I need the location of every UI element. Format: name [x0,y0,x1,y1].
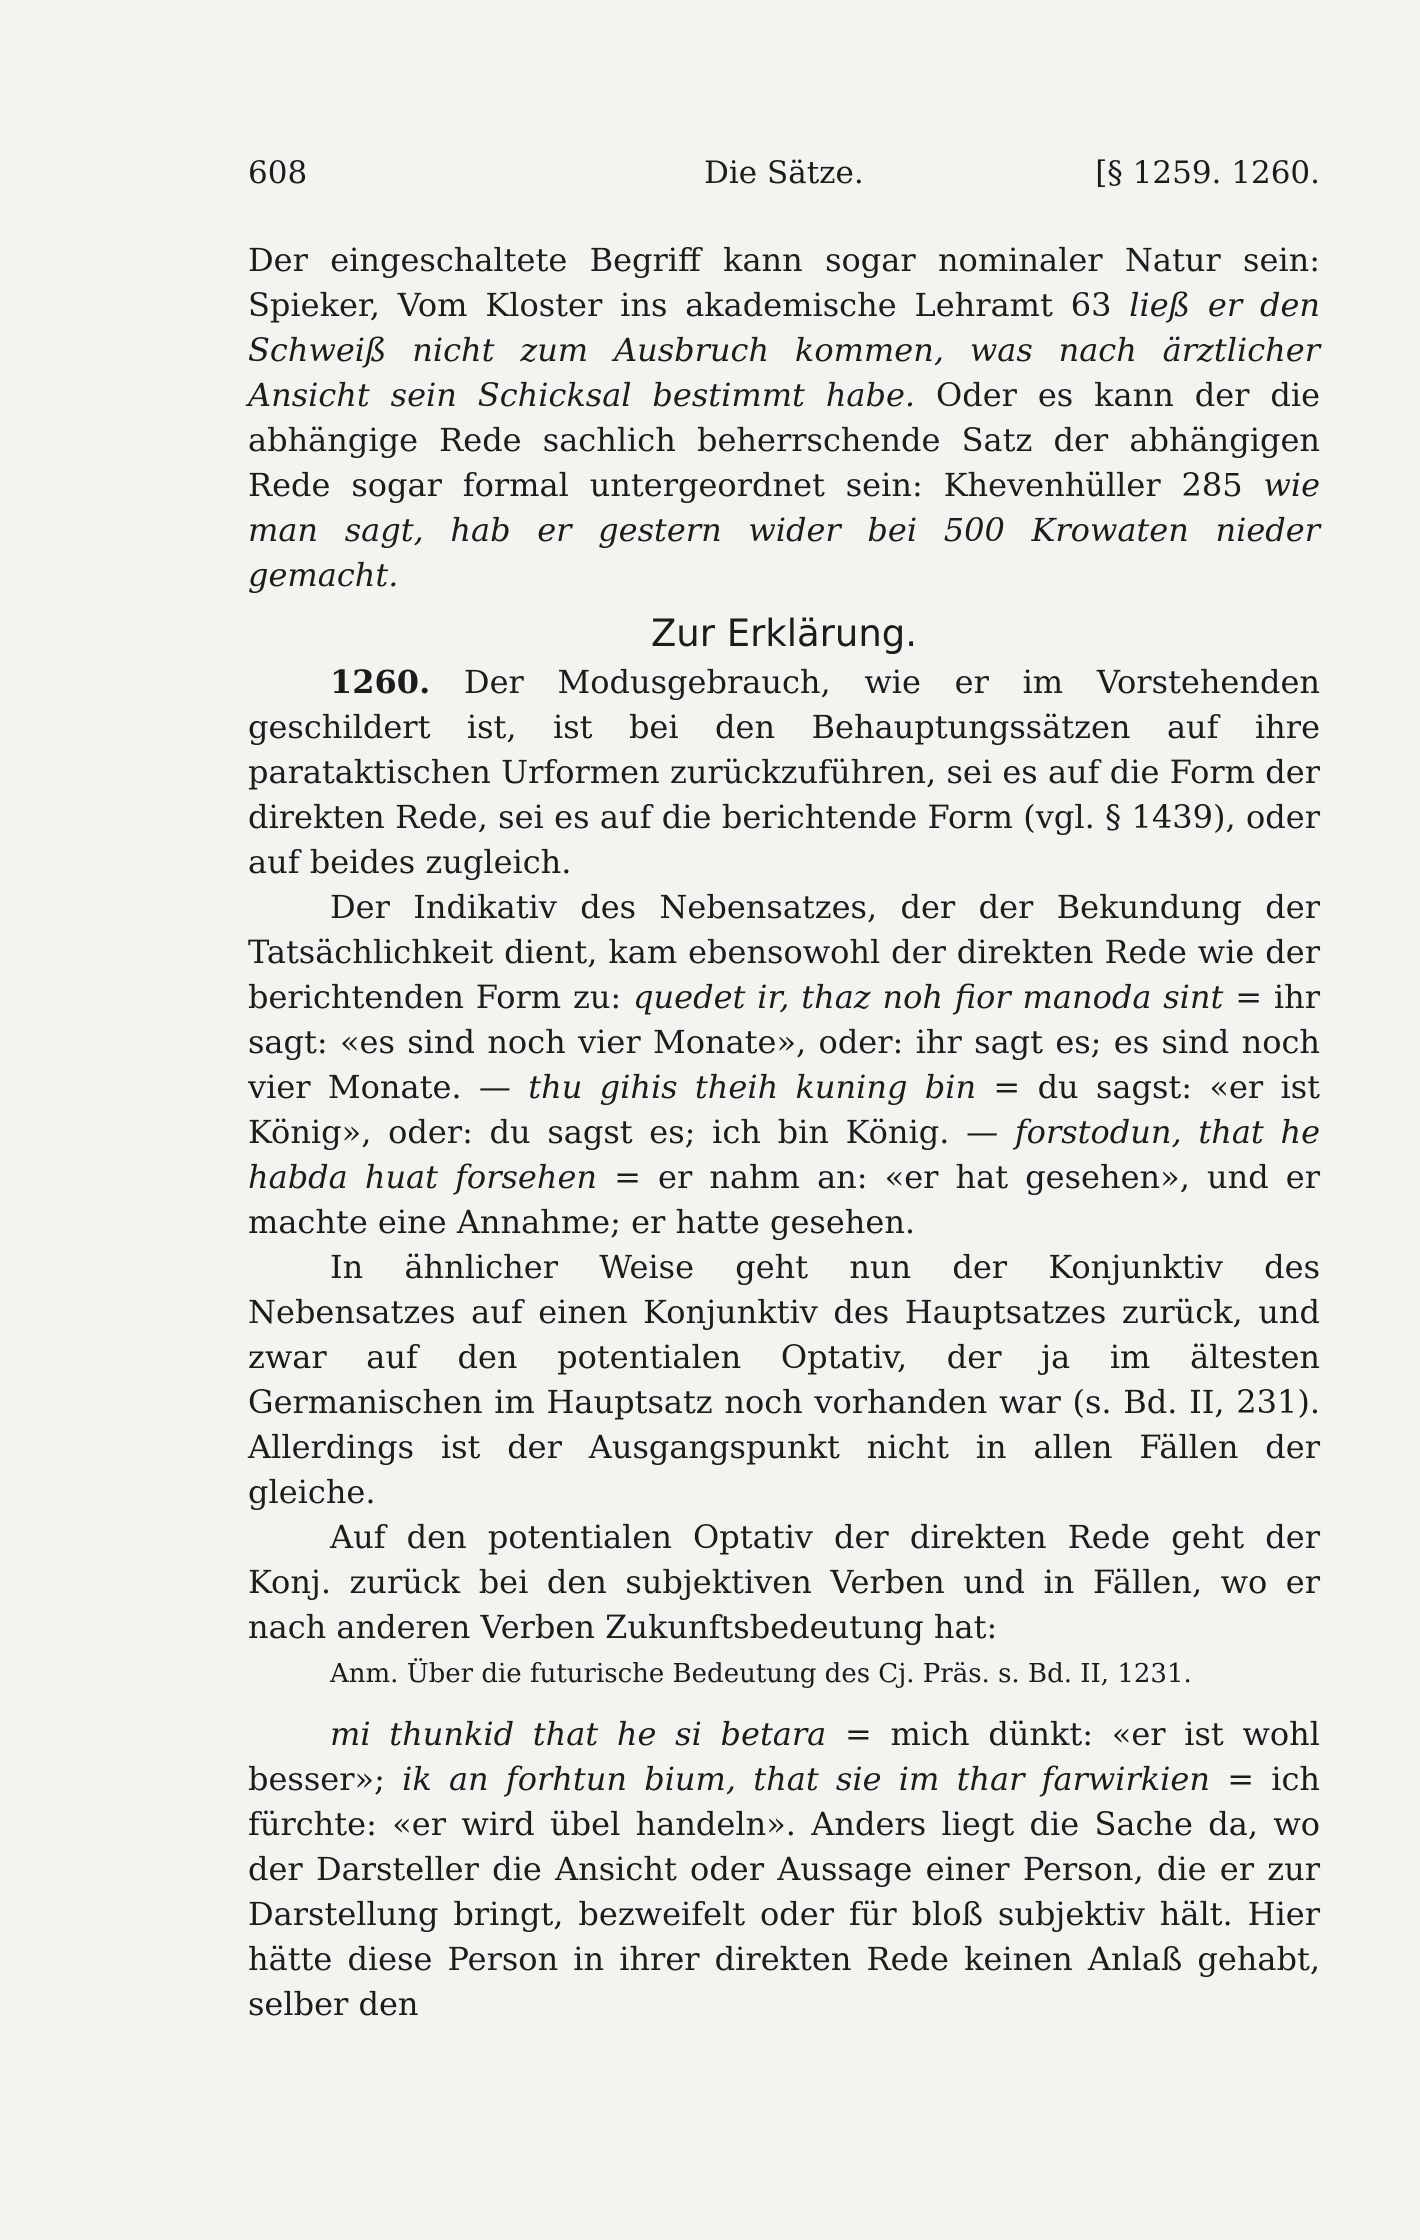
paragraph [248,1712,1320,2027]
text-run: In ähnlicher Weise geht nun der Konjunktiv des Nebensatzes auf einen Konjunktiv des Hauptsatzes zurück, und zwar auf den potentialen Optativ, der ja im ältesten Germanischen im Hauptsatz noch vorhanden war (s. Bd. II, 231). Allerdings ist der Ausgangspunkt nicht in allen Fällen der gleiche. [248,1248,1320,1511]
section-reference: [§ 1259. 1260. [1095,155,1320,191]
text-run: Der Modusgebrauch, wie er im Vorstehenden geschildert ist, ist bei den Behauptungssätzen auf ihre parataktischen Urformen zurückzuführen, sei es auf die Form der direkten Rede, sei es auf die berichtende Form (vgl. § 1439), oder auf beides zugleich. [248,663,1320,881]
text-run: Der Indikativ des Nebensatzes, der der Bekundung der Tatsächlichkeit dient, kam ebensowohl der direkten Rede wie der berichtenden Form zu: [248,888,1320,1016]
paragraph [248,1515,1320,1650]
text-run: Oder es kann der die abhängige Rede sachlich beherrschende Satz der abhängigen Rede sogar formal untergeordnet sein: Khevenhüller 285 [248,376,1320,504]
text-run: = du sagst: «er ist König», oder: du sagst es; ich bin König. — [248,1068,1321,1151]
running-title: Die Sätze. [704,155,864,191]
text-run: = ihr sagt: «es sind noch vier Monate», oder: ihr sagt es; es sind noch vier Monate. — [248,978,1321,1106]
text-run: = er nahm an: «er hat gesehen», und er machte eine Annahme; er hatte gesehen. [248,1158,1321,1241]
section-heading: Zur Erklärung. [650,612,918,655]
paragraph [248,660,1320,885]
italic-quote: thu gihis theih kuning bin [528,1068,977,1106]
body-text [248,238,1320,2027]
text-run: Der eingeschaltete Begriff kann sogar nominaler Natur sein: Spieker, Vom Kloster ins akademische Lehramt 63 [248,241,1320,324]
annotation-note: Anm. Über die futurische Bedeutung des Cj. Präs. s. Bd. II, 1231. [330,1659,1192,1689]
italic-quote: quedet ir, thaz noh fior manoda sint [633,978,1224,1016]
paragraph [248,885,1320,1245]
text-run: Auf den potentialen Optativ der direkten Rede geht der Konj. zurück bei den subjektiven Verben und in Fällen, wo er nach anderen Verben Zukunftsbedeutung hat: [248,1518,1320,1646]
paragraph [248,238,1320,598]
text-run: = ich fürchte: «er wird übel handeln». Anders liegt die Sache da, wo der Darsteller die Ansicht oder Aussage einer Person, die er zur Darstellung bringt, bezweifelt oder für bloß subjektiv hält. Hier hätte diese Person in ihrer direkten Rede keinen Anlaß gehabt, selber den [248,1760,1320,2023]
page-number: 608 [248,155,308,191]
paragraph [248,1245,1320,1515]
italic-quote: ik an forhtun bium, that sie im thar farwirkien [402,1760,1210,1798]
text-run: = mich dünkt: «er ist wohl besser»; [248,1715,1321,1798]
running-header [248,148,1320,198]
italic-quote: mi thunkid that he si betara [330,1715,827,1753]
italic-quote: ließ er den Schweiß nicht zum Ausbruch kommen, was nach ärztlicher Ansicht sein Schicksal bestimmt habe. [248,286,1320,414]
italic-quote: forstodun, that he habda huat forsehen [248,1113,1321,1196]
italic-quote: wie man sagt, hab er gestern wider bei 500 Krowaten nieder gemacht. [248,466,1320,594]
section-number: 1260. [330,663,431,701]
